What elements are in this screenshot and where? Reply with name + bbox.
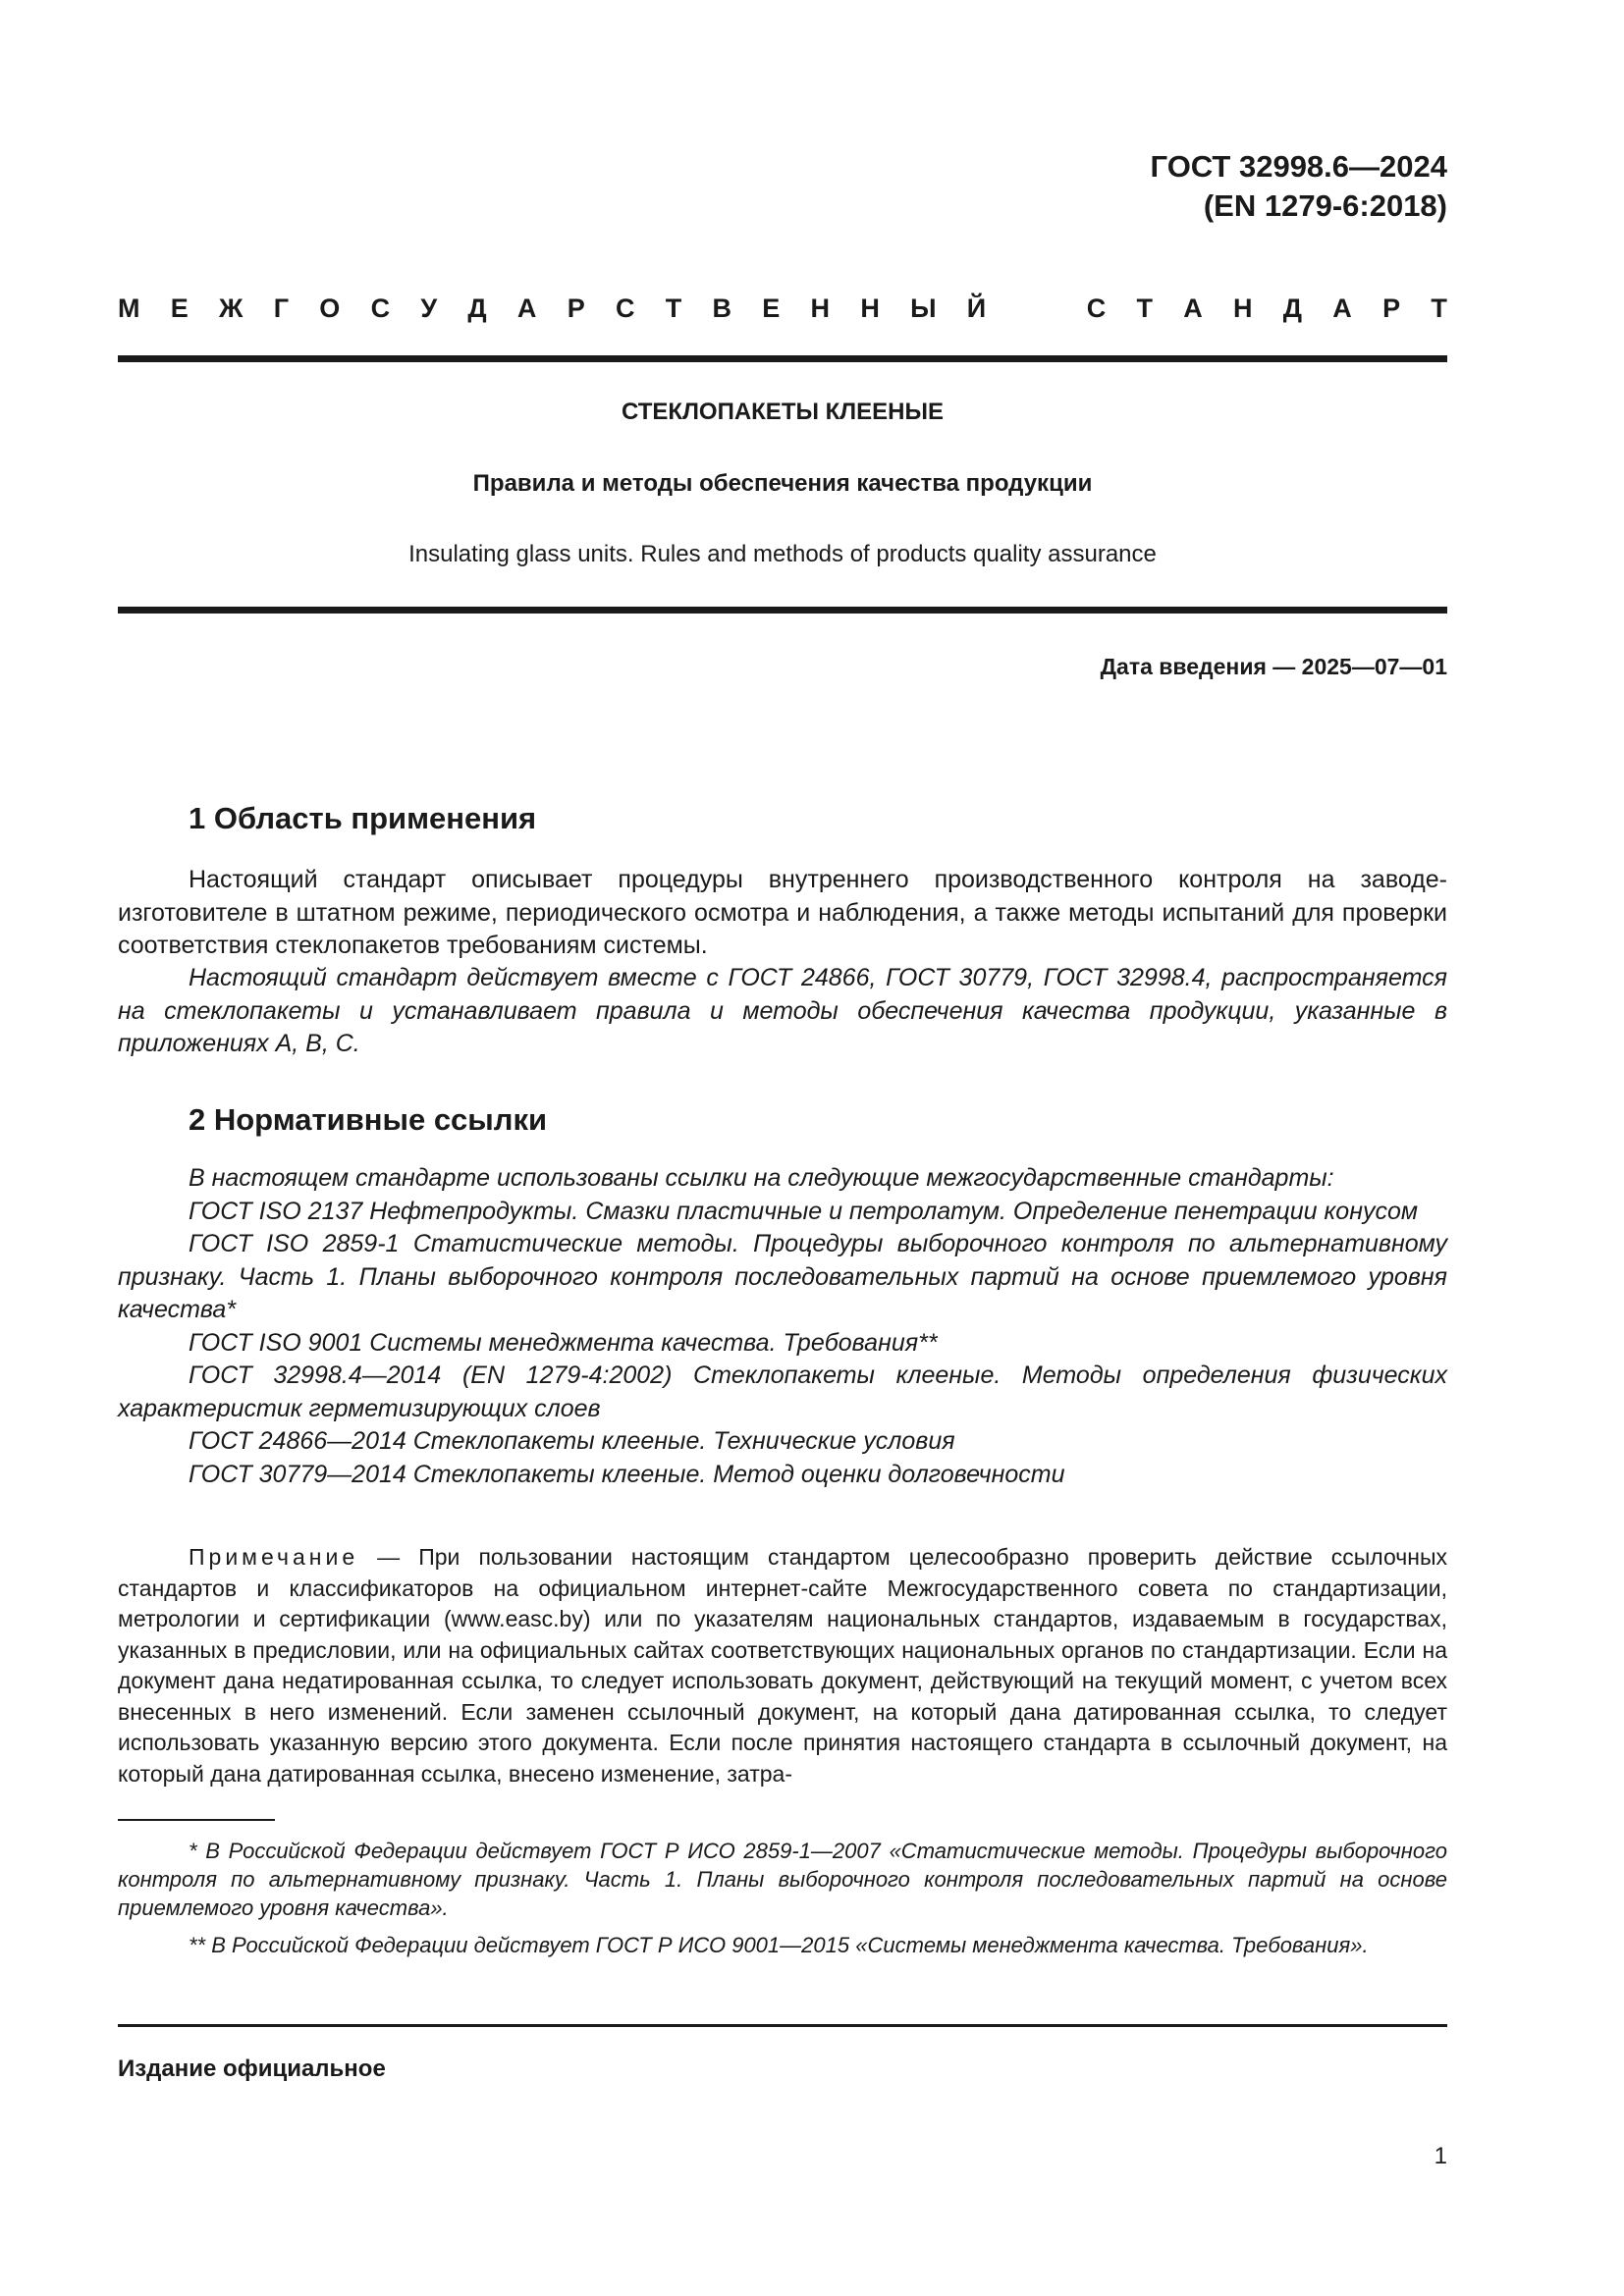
note-text: — При пользовании настоящим стандартом целесообразно проверить действие ссылочных стандартов и классификаторов на официальном интернет-сайте Межгосударственного совета по стандартизации, метрологии и сертификации (www.easc.by) или по указателям национальных стандартов, издаваемым в государствах, указанных в предисловии, или на официальных сайтах соответствующих национальных органов по стандартизации. Если на документ дана недатированная ссылка, то следует использовать документ, действующий на текущий момент, с учетом всех внесенных в него изменений. Если заменен ссылочный документ, на который дана датированная ссылка, то следует использовать указанную версию этого документа. Если после принятия настоящего стандарта в ссылочный документ, на который дана датированная ссылка, внесено изменение, затра- [118,1544,1447,1787]
banner-word-gap [1016,292,1056,325]
references-lead: В настоящем стандарте использованы ссылки на следующие межгосударственные стандарты: [189,1164,1334,1192]
reference-item: ГОСТ 32998.4—2014 (EN 1279-4:2002) Стеклопакеты клееные. Методы определения физических характеристик герметизирующих слоев [118,1362,1447,1422]
banner-letter: Е [170,294,189,323]
reference-item: ГОСТ 24866—2014 Стеклопакеты клееные. Технические условия [189,1427,955,1455]
banner-letter: Н [1233,294,1253,323]
footnote-item: * В Российской Федерации действует ГОСТ Р ИСО 2859-1—2007 «Статистические методы. Процедуры выборочного контроля по альтернативному признаку. Часть 1. Планы выборочного контроля последовательных партий на основе приемлемого уровня качества». [118,1839,1447,1920]
section-1-paragraph-italic: Настоящий стандарт действует вместе с ГОСТ 24866, ГОСТ 30779, ГОСТ 32998.4, распространяется на стеклопакеты и устанавливает правила и методы обеспечения качества продукции, указанные в приложениях А, В, С. [118,964,1447,1057]
banner-letter: Ж [219,294,244,323]
footnotes [118,1837,1447,1968]
page-number: 1 [1434,2143,1447,2169]
banner-letter: С [615,294,635,323]
banner-letter: Е [762,294,781,323]
banner-letter: Р [1382,294,1401,323]
footnote-item: ** В Российской Федерации действует ГОСТ Р ИСО 9001—2015 «Системы менеджмента качества. Требования». [189,1933,1369,1957]
document-title-english: Insulating glass units. Rules and methods of products quality assurance [408,541,1157,567]
document-title: СТЕКЛОПАКЕТЫ КЛЕЕНЫЕ [622,399,944,425]
reference-item: ГОСТ 30779—2014 Стеклопакеты клееные. Метод оценки долговечности [189,1460,1065,1488]
footnote-separator [118,1819,275,1821]
banner-letter: С [1086,294,1107,323]
document-page [118,0,1447,2296]
banner-letter: Т [1136,294,1153,323]
section-1-heading: 1 Область применения [189,801,537,835]
banner-letter: У [420,294,438,323]
banner-letter: Г [273,294,290,323]
official-edition-label: Издание официальное [118,2056,386,2082]
banner-letter: Н [860,294,880,323]
banner-letter: М [118,294,140,323]
banner-letter: А [516,294,537,323]
introduction-date: Дата введения — 2025—07—01 [1100,654,1447,679]
title-divider-rule [118,607,1447,614]
section-2-heading: 2 Нормативные ссылки [189,1102,548,1137]
banner-letter: Н [810,294,831,323]
note-label: Примечание [189,1544,359,1570]
banner-letter: А [1332,294,1352,323]
banner-letter: О [319,294,341,323]
banner-letter: Д [467,294,487,323]
banner-letter: Й [966,294,987,323]
normative-references-list [118,1162,1447,1491]
references-note [118,1542,1447,1789]
banner-letter: Т [665,294,682,323]
reference-item: ГОСТ ISO 9001 Системы менеджмента качества. Требования** [189,1328,938,1357]
top-divider-rule [118,355,1447,362]
interstate-standard-banner [118,292,1447,325]
doc-number-ru: ГОСТ 32998.6—2024 [1150,149,1447,184]
document-subtitle: Правила и методы обеспечения качества продукции [472,470,1093,497]
banner-letter: Ы [910,294,937,323]
banner-letter: А [1183,294,1203,323]
reference-item: ГОСТ ISO 2137 Нефтепродукты. Смазки пластичные и петролатум. Определение пенетрации конусом [189,1197,1419,1225]
banner-letter: Т [1431,294,1447,323]
banner-letter: Д [1282,294,1303,323]
banner-letter: С [370,294,391,323]
banner-letter: В [712,294,731,323]
banner-letter: Р [567,294,585,323]
doc-number-en: (EN 1279-6:2018) [1203,188,1447,223]
document-number [1151,147,1447,226]
bottom-divider-rule [118,2024,1447,2027]
reference-item: ГОСТ ISO 2859-1 Статистические методы. Процедуры выборочного контроля по альтернативному признаку. Часть 1. Планы выборочного контроля последовательных партий на основе приемлемого уровня качества* [118,1230,1447,1323]
section-1-paragraph: Настоящий стандарт описывает процедуры внутреннего производственного контроля на заводе-изготовителе в штатном режиме, периодического осмотра и наблюдения, а также методы испытаний для проверки соответствия стеклопакетов требованиям системы. [118,866,1447,959]
